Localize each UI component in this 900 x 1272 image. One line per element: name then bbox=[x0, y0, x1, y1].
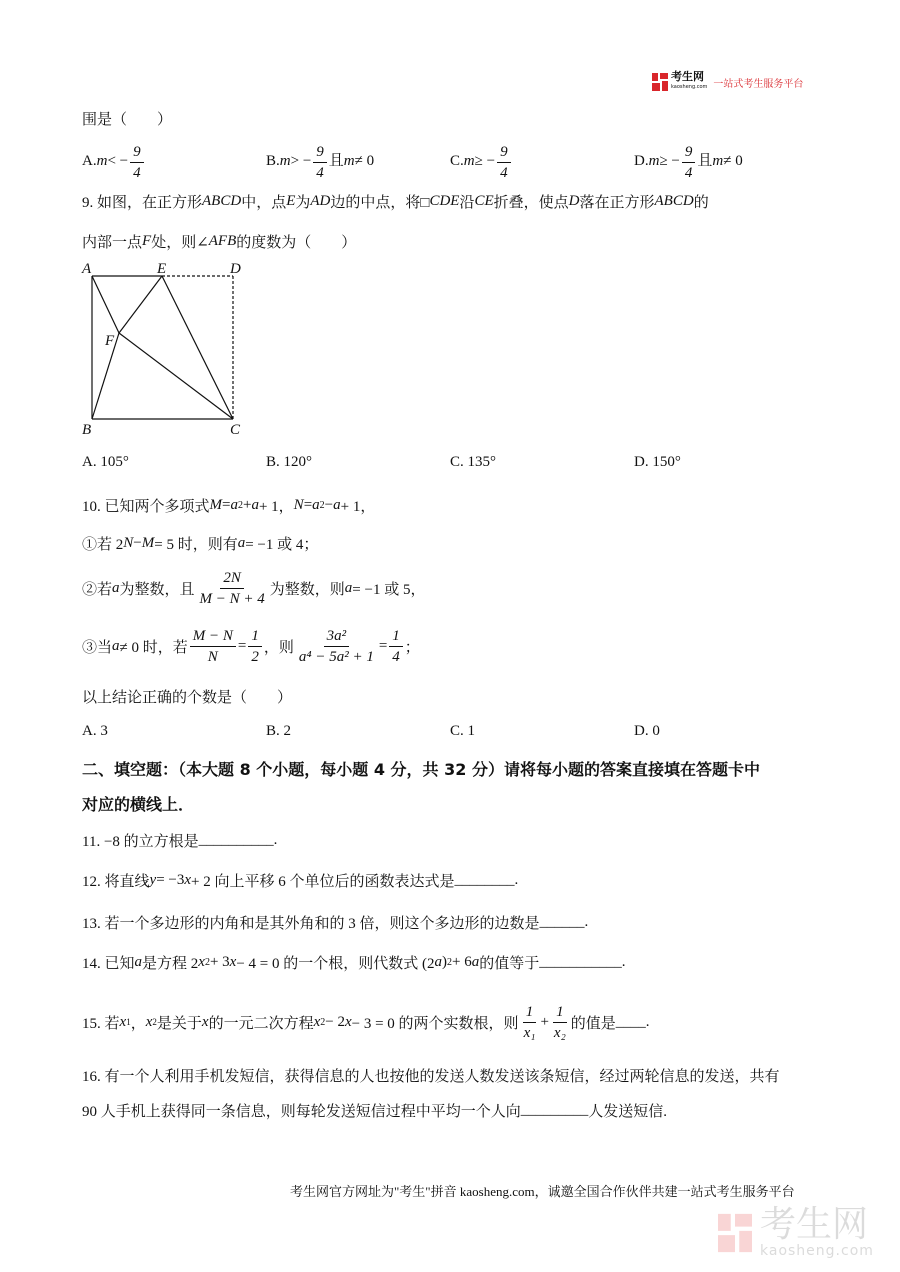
text: A. 3 bbox=[82, 722, 108, 739]
fraction-numerator: 1 bbox=[389, 626, 403, 647]
math-var: a bbox=[471, 953, 480, 970]
fraction-numerator: 9 bbox=[497, 142, 511, 163]
math-var: x bbox=[184, 871, 192, 888]
text: 内部一点 bbox=[82, 234, 143, 251]
section-heading: 对应的横线上． bbox=[82, 794, 195, 814]
answer-blank: ____ bbox=[615, 1013, 646, 1030]
text: 的值等于 bbox=[479, 955, 540, 972]
math-var: M bbox=[209, 496, 223, 513]
text: ③当 bbox=[82, 639, 113, 656]
math-var: a bbox=[134, 953, 143, 970]
segment-ef bbox=[119, 276, 162, 333]
logo-domain: kaosheng.com bbox=[671, 84, 708, 90]
text: 且 bbox=[328, 153, 344, 170]
text: 折叠，使点 bbox=[493, 194, 569, 211]
text: + 3 bbox=[209, 953, 230, 970]
text: 为整数，且 bbox=[119, 581, 195, 598]
text: 处，则∠ bbox=[151, 234, 209, 251]
text: . bbox=[645, 1013, 650, 1030]
math-var: x bbox=[119, 1013, 127, 1030]
fraction-denominator: N bbox=[207, 648, 218, 665]
option-a[interactable] bbox=[82, 723, 108, 740]
segment-af bbox=[92, 276, 119, 333]
fraction bbox=[248, 626, 262, 667]
text: D. bbox=[634, 153, 649, 170]
text: A. bbox=[82, 153, 97, 170]
math-var: F bbox=[142, 232, 152, 249]
math-var: a bbox=[434, 953, 443, 970]
text: − bbox=[324, 496, 334, 513]
label-c: C bbox=[230, 422, 241, 438]
text: 是关于 bbox=[156, 1015, 202, 1032]
answer-blank: ___________ bbox=[539, 953, 622, 970]
option-d[interactable] bbox=[634, 142, 743, 183]
math-var: D bbox=[568, 192, 580, 209]
text: . bbox=[621, 953, 626, 970]
q9-options bbox=[82, 447, 822, 477]
text: 为整数，则 bbox=[269, 581, 345, 598]
text: ②若 bbox=[82, 581, 113, 598]
q10-line3 bbox=[82, 568, 425, 608]
fraction bbox=[296, 626, 377, 667]
math-var: m bbox=[343, 153, 355, 170]
text: . bbox=[584, 913, 589, 930]
math-var: ABCD bbox=[654, 192, 694, 209]
answer-blank: ______ bbox=[539, 913, 585, 930]
text: 沿 bbox=[459, 194, 475, 211]
q8-tail bbox=[82, 103, 172, 133]
watermark bbox=[718, 1204, 874, 1259]
fraction-denominator: 4 bbox=[500, 164, 508, 181]
option-c[interactable] bbox=[450, 723, 475, 740]
option-c[interactable] bbox=[450, 454, 496, 471]
text: 15. 若 bbox=[82, 1015, 120, 1032]
text: ≠ 0 bbox=[723, 153, 743, 170]
option-a[interactable] bbox=[82, 454, 129, 471]
text: 人发送短信. bbox=[588, 1103, 668, 1120]
section2-heading-line2 bbox=[82, 788, 194, 818]
text: C. bbox=[450, 153, 464, 170]
q10-line1 bbox=[82, 490, 375, 520]
subscript: 2 bbox=[152, 1017, 157, 1027]
math-var: a bbox=[112, 579, 120, 596]
superscript: 2 bbox=[319, 499, 325, 511]
q16-line2 bbox=[82, 1095, 667, 1125]
text: . bbox=[514, 871, 519, 888]
q10-line4 bbox=[82, 626, 420, 666]
text: − 2 bbox=[325, 1013, 345, 1030]
answer-blank: ________ bbox=[454, 871, 515, 888]
fraction bbox=[497, 142, 511, 183]
fraction bbox=[389, 626, 403, 667]
subscript: 1 bbox=[126, 1017, 131, 1027]
option-b[interactable] bbox=[266, 723, 291, 740]
text: + bbox=[242, 496, 252, 513]
math-var: y bbox=[149, 871, 157, 888]
math-var: a bbox=[112, 637, 120, 654]
answer-blank: __________ bbox=[198, 831, 274, 848]
q10-options bbox=[82, 716, 822, 746]
math-var: ABCD bbox=[202, 192, 242, 209]
text: + 1， bbox=[340, 498, 376, 515]
fraction bbox=[551, 1002, 569, 1043]
text: 14. 已知 bbox=[82, 955, 135, 972]
text: = bbox=[303, 496, 313, 513]
option-b[interactable] bbox=[266, 142, 374, 183]
text: ， bbox=[130, 1015, 146, 1032]
fraction-denominator: 4 bbox=[316, 164, 324, 181]
math-var: x bbox=[229, 953, 237, 970]
text: C. 1 bbox=[450, 722, 476, 739]
text: ≠ 0 时，若 bbox=[119, 639, 188, 656]
superscript: 2 bbox=[204, 956, 210, 968]
q9-line2 bbox=[82, 226, 356, 256]
label-f: F bbox=[105, 333, 115, 349]
text: ≥ − bbox=[474, 153, 496, 170]
text: − 4 = 0 的一个根，则代数式 (2 bbox=[236, 955, 435, 972]
option-d[interactable] bbox=[634, 454, 681, 471]
text: ，则 bbox=[263, 639, 294, 656]
text: 16. 有一个人利用手机发短信，获得信息的人也按他的发送人数发送该条短信，经过两轮信息的发送，共有 bbox=[82, 1068, 780, 1085]
fraction bbox=[130, 142, 144, 183]
label-b: B bbox=[82, 422, 92, 438]
fraction-numerator: 2N bbox=[220, 568, 244, 589]
text: = 5 时，则有 bbox=[154, 536, 238, 553]
text: A. 105° bbox=[82, 453, 129, 470]
fraction-numerator: 9 bbox=[682, 142, 696, 163]
q10-line2 bbox=[82, 528, 318, 558]
fraction bbox=[313, 142, 327, 183]
math-var: x bbox=[198, 953, 205, 970]
label-d: D bbox=[230, 261, 241, 277]
text: 10. 已知两个多项式 bbox=[82, 498, 210, 515]
fraction-denominator: a⁴ − 5a² + 1 bbox=[298, 648, 374, 665]
text: D. 150° bbox=[634, 453, 681, 470]
text: − 3 = 0 的两个实数根，则 bbox=[351, 1015, 519, 1032]
q16-line1 bbox=[82, 1060, 780, 1090]
kaosheng-watermark-icon bbox=[718, 1213, 752, 1253]
fraction-denominator: 4 bbox=[392, 648, 400, 665]
math-var: x bbox=[201, 1013, 209, 1030]
square-fold-figure bbox=[76, 256, 256, 441]
text: > − bbox=[290, 153, 312, 170]
text: = bbox=[222, 496, 231, 513]
math-var: m bbox=[712, 153, 724, 170]
text: ) bbox=[442, 953, 448, 970]
logo-name: 考生网 bbox=[671, 70, 704, 83]
text: 且 bbox=[697, 153, 713, 170]
option-c[interactable] bbox=[450, 142, 513, 183]
text: C. 135° bbox=[450, 453, 497, 470]
text: ①若 2 bbox=[82, 536, 124, 553]
footer-text: 考生网官方网址为"考生"拼音 kaosheng.com，诚邀全国合作伙伴共建一站式考生服务平台 bbox=[290, 1184, 795, 1199]
fraction bbox=[190, 626, 236, 667]
math-var: CDE bbox=[429, 192, 460, 209]
label-a: A bbox=[82, 261, 92, 277]
fraction bbox=[197, 568, 268, 609]
fraction bbox=[521, 1002, 539, 1043]
math-var: m bbox=[279, 153, 291, 170]
text: 的度数为（ ） bbox=[236, 234, 357, 251]
text: + 1， bbox=[258, 498, 294, 515]
text: 中，点 bbox=[241, 194, 287, 211]
answer-blank: _________ bbox=[520, 1101, 589, 1118]
text: 90 人手机上获得同一条信息，则每轮发送短信过程中平均一个人向 bbox=[82, 1103, 521, 1120]
math-var: a bbox=[333, 496, 341, 513]
math-var: a bbox=[312, 496, 320, 513]
math-var: m bbox=[96, 153, 108, 170]
text: 边的中点，将□ bbox=[330, 194, 430, 211]
option-a[interactable] bbox=[82, 142, 146, 183]
section-heading: 二、填空题：（本大题 8 个小题，每小题 4 分，共 32 分）请将每小题的答案直接填在答题卡中 bbox=[82, 759, 760, 779]
text: 的一元二次方程 bbox=[208, 1015, 314, 1032]
segment-ec bbox=[162, 276, 233, 419]
section2-heading-line1 bbox=[82, 753, 760, 783]
option-b[interactable] bbox=[266, 454, 312, 471]
fraction-numerator: M − N bbox=[190, 626, 236, 647]
fraction-denominator: x₁ bbox=[523, 1024, 536, 1041]
math-var: N bbox=[123, 534, 134, 551]
watermark-name: 考生网 bbox=[760, 1204, 869, 1245]
fraction-numerator: 9 bbox=[130, 142, 144, 163]
q13 bbox=[82, 907, 588, 937]
text: + 2 向上平移 6 个单位后的函数表达式是 bbox=[191, 873, 455, 890]
math-var: a bbox=[230, 496, 238, 513]
text: 12. 将直线 bbox=[82, 873, 150, 890]
text: D. 0 bbox=[634, 722, 660, 739]
q14 bbox=[82, 947, 626, 977]
text: . bbox=[273, 831, 278, 848]
fraction-denominator: 2 bbox=[251, 648, 259, 665]
logo-text bbox=[671, 72, 707, 92]
math-var: M bbox=[141, 534, 155, 551]
text: ≠ 0 bbox=[354, 153, 375, 170]
text: = −1 或 5， bbox=[352, 581, 426, 598]
math-var: x bbox=[145, 1013, 153, 1030]
text: 的 bbox=[693, 194, 709, 211]
q10-line5 bbox=[82, 681, 292, 711]
math-var: m bbox=[463, 153, 475, 170]
math-var: CE bbox=[474, 192, 494, 209]
fraction-denominator: 4 bbox=[133, 164, 141, 181]
text: < − bbox=[107, 153, 129, 170]
segment-fc bbox=[119, 333, 233, 419]
superscript: 2 bbox=[237, 499, 243, 511]
math-var: x bbox=[313, 1013, 321, 1030]
kaosheng-logo-icon bbox=[652, 73, 668, 91]
text: ≥ − bbox=[659, 153, 680, 170]
math-var: x bbox=[344, 1013, 352, 1030]
text: = −3 bbox=[156, 871, 185, 888]
header-slogan: 一站式考生服务平台 bbox=[713, 78, 804, 90]
text: 是方程 2 bbox=[142, 955, 199, 972]
fraction-numerator: 9 bbox=[313, 142, 327, 163]
fraction-denominator: 4 bbox=[684, 164, 693, 181]
math-var: m bbox=[648, 153, 660, 170]
text: + 6 bbox=[452, 953, 472, 970]
text: = bbox=[237, 637, 247, 654]
math-var: N bbox=[293, 496, 304, 513]
site-header bbox=[652, 72, 803, 92]
text: 11. −8 的立方根是 bbox=[82, 833, 199, 850]
fraction-numerator: 1 bbox=[523, 1002, 537, 1023]
fraction-numerator: 1 bbox=[553, 1002, 567, 1023]
option-d[interactable] bbox=[634, 723, 660, 740]
text: 9. 如图，在正方形 bbox=[82, 194, 203, 211]
text: B. 2 bbox=[266, 722, 292, 739]
math-var: E bbox=[286, 192, 296, 209]
text: 13. 若一个多边形的内角和是其外角和的 3 倍，则这个多边形的边数是 bbox=[82, 915, 540, 932]
text: + bbox=[540, 1013, 549, 1030]
q12 bbox=[82, 865, 518, 895]
math-var: a bbox=[251, 496, 259, 513]
text: 的值是 bbox=[570, 1015, 616, 1032]
text: = bbox=[378, 637, 388, 654]
watermark-domain: kaosheng.com bbox=[760, 1243, 874, 1259]
label-e: E bbox=[157, 261, 167, 277]
text: 落在正方形 bbox=[579, 194, 655, 211]
q8-options bbox=[82, 145, 822, 179]
fraction-numerator: 1 bbox=[248, 626, 262, 647]
text: ； bbox=[404, 639, 420, 656]
fraction-denominator: x₂ bbox=[553, 1024, 566, 1041]
math-var: AD bbox=[310, 192, 331, 209]
fraction-denominator: M − N + 4 bbox=[199, 590, 265, 607]
math-var: a bbox=[344, 579, 353, 596]
math-var: a bbox=[237, 534, 246, 551]
q9-line1 bbox=[82, 186, 709, 216]
text: 以上结论正确的个数是（ ） bbox=[82, 689, 293, 706]
superscript: 2 bbox=[320, 1016, 326, 1028]
fraction-numerator: 3a² bbox=[324, 626, 350, 647]
fraction bbox=[682, 142, 696, 183]
text: = −1 或 4； bbox=[245, 536, 319, 553]
text: 为 bbox=[295, 194, 311, 211]
math-var: AFB bbox=[208, 232, 237, 249]
text: − bbox=[133, 534, 142, 551]
superscript: 2 bbox=[447, 956, 453, 968]
q11 bbox=[82, 825, 277, 855]
text: 围是（ ） bbox=[82, 111, 173, 128]
text: B. bbox=[266, 153, 280, 170]
q15 bbox=[82, 1000, 650, 1044]
text: B. 120° bbox=[266, 453, 313, 470]
